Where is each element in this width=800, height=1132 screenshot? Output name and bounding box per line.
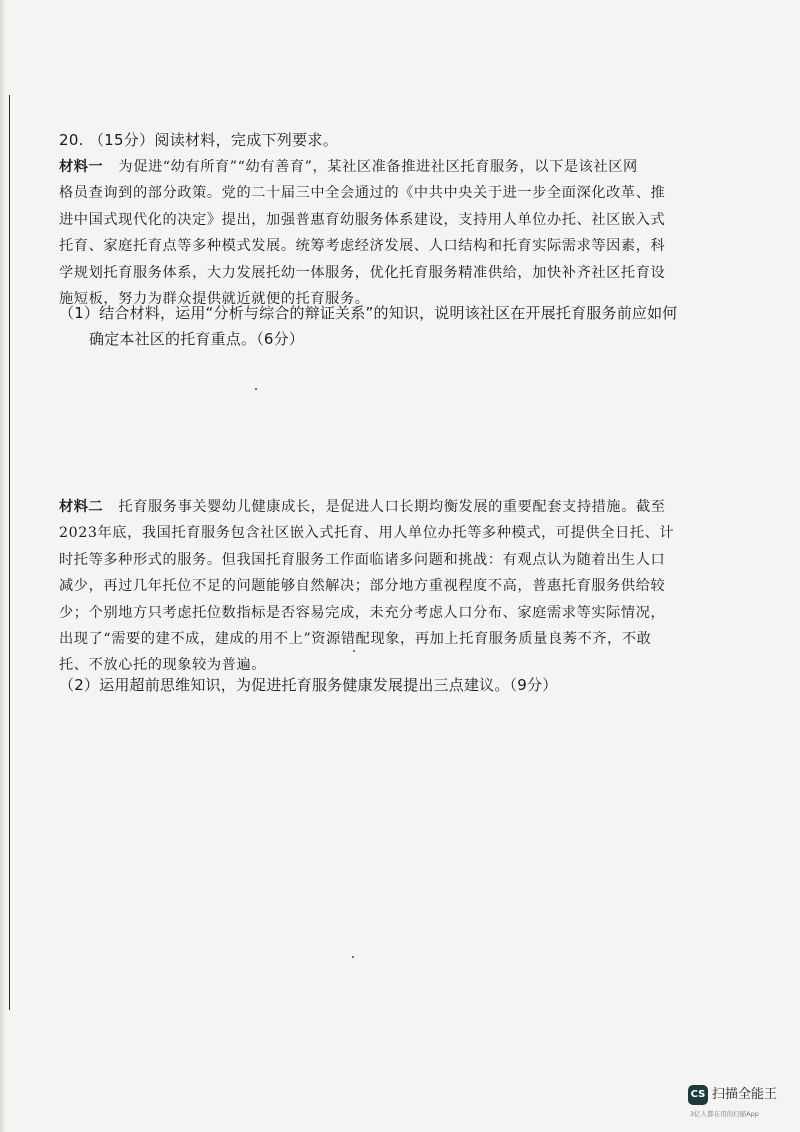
scan-speck xyxy=(353,650,355,652)
binding-margin-line xyxy=(9,95,10,1010)
material-two-line-6: 出现了“需要的建不成，建成的用不上”资源错配现象，再加上托育服务质量良莠不齐，不敢 xyxy=(59,631,652,648)
material-one-line-5: 学规划托育服务体系，大力发展托幼一体服务，优化托育服务精准供给，加快补齐社区托育设 xyxy=(59,264,666,281)
material-two xyxy=(59,494,729,679)
sub-question-1-line-2: 确定本社区的托育重点。（6分） xyxy=(89,330,305,348)
watermark-tagline: 3亿人都在用的扫描App xyxy=(690,1110,759,1118)
question-header: 20. （15分）阅读材料，完成下列要求。 xyxy=(59,131,339,149)
material-one-line-4: 托育、家庭托育点等多种模式发展。统筹考虑经济发展、人口结构和托育实际需求等因素，科 xyxy=(59,238,666,255)
page-edge-shadow xyxy=(0,0,6,1132)
scan-speck xyxy=(352,956,354,958)
material-one-label: 材料一 xyxy=(59,159,104,175)
material-two-line-3: 时托等多种形式的服务。但我国托育服务工作面临诸多问题和挑战：有观点认为随着出生人口 xyxy=(59,551,666,568)
material-one-line-6: 施短板，努力为群众提供就近就便的托育服务。 xyxy=(59,291,370,308)
material-two-line-2: 2023年底，我国托育服务包含社区嵌入式托育、用人单位办托等多种模式，可提供全日托、计 xyxy=(59,525,675,542)
material-two-line-4: 减少，再过几年托位不足的问题能够自然解决；部分地方重视程度不高，普惠托育服务供给较 xyxy=(59,578,666,595)
material-one xyxy=(59,154,729,312)
material-one-line-3: 进中国式现代化的决定》提出，加强普惠育幼服务体系建设，支持用人单位办托、社区嵌入式 xyxy=(59,211,666,228)
material-one-line-1: 材料一 为促进“幼有所育”“幼有善育”，某社区准备推进社区托育服务，以下是该社区网 xyxy=(59,159,638,175)
material-two-line-1: 材料二 托育服务事关婴幼儿健康成长，是促进人口长期均衡发展的重要配套支持措施。截至 xyxy=(59,499,666,515)
scan-speck xyxy=(255,388,257,390)
scanner-app-watermark xyxy=(688,1085,798,1125)
material-one-line-2: 格员查询到的部分政策。党的二十届三中全会通过的《中共中央关于进一步全面深化改革、推 xyxy=(59,185,666,202)
material-two-label: 材料二 xyxy=(59,499,104,515)
material-two-line-7: 托、不放心托的现象较为普遍。 xyxy=(59,657,267,674)
watermark-app-name: 扫描全能王 xyxy=(712,1087,778,1102)
material-two-line-5: 少；个别地方只考虑托位数指标是否容易完成，未充分考虑人口分布、家庭需求等实际情况， xyxy=(59,604,666,621)
sub-question-1 xyxy=(59,300,729,352)
sub-question-2: （2）运用超前思维知识，为促进托育服务健康发展提出三点建议。（9分） xyxy=(59,676,558,694)
sub-question-1-line-1: （1）结合材料，运用“分析与综合的辩证关系”的知识，说明该社区在开展托育服务前应如何 xyxy=(59,304,678,322)
camscanner-logo-icon: CS xyxy=(688,1085,708,1105)
